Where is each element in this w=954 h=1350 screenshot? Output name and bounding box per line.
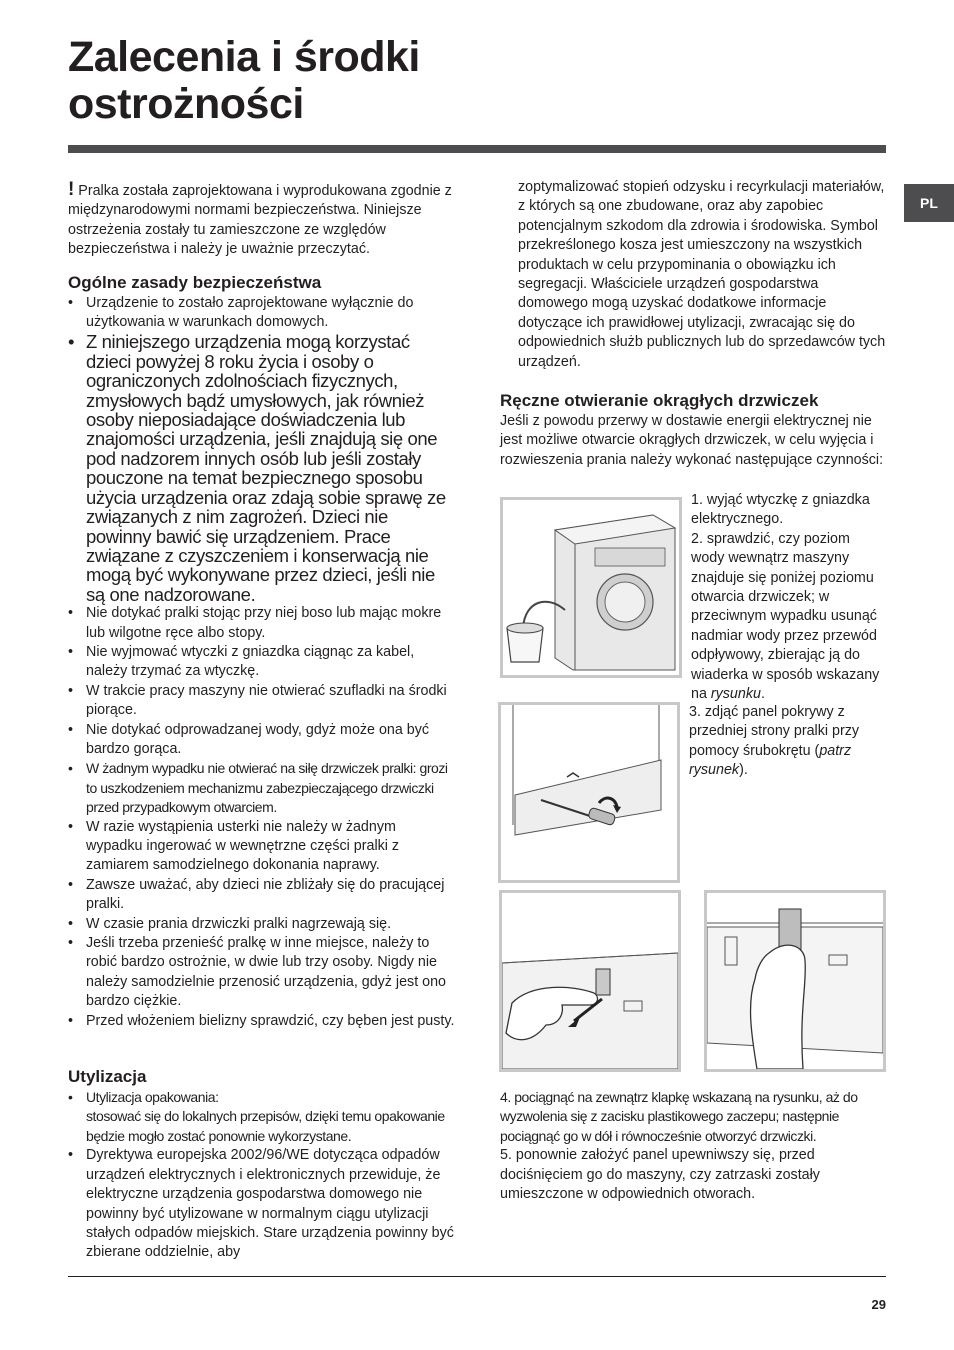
list-item: • Dyrektywa europejska 2002/96/WE dotycząca odpadów urządzeń elektrycznych i elektronicznych przewiduje, że elektryczne urządzenia gospodarstwa domowego nie powinny być utylizowane w normalnym ciągu utylizacji stałych odpadów miejskich. Stare urządzenia powinny być zbierane oddzielnie, aby: [68, 1146, 456, 1262]
list-item: • Z niniejszego urządzenia mogą korzystać dzieci powyżej 8 roku życia i osoby o ograniczonych zdolnościach fizycznych, zmysłowych bądź umysłowych, jak również osoby nieposiadające doświadczenia lub znajomości urządzenia, jeśli znajdują się one pod nadzorem innych osób lub jeśli zostały pouczone na temat bezpiecznego sposobu użycia urządzenia oraz zdają sobie sprawę ze związanych z nim zagrożeń. Dzieci nie powinny bawić się urządzeniem. Prace związane z czyszczeniem i konserwacją nie mogą być wykonywane przez dzieci, jeśli nie są one nadzorowane.: [68, 332, 456, 604]
title-divider: [68, 145, 886, 153]
list-item: • Nie dotykać odprowadzanej wody, gdyż może ona być bardzo gorąca.: [68, 721, 456, 760]
page-title-line-2: ostrożności: [68, 80, 304, 128]
intro-paragraph: [68, 180, 456, 260]
steps-1-2: [691, 491, 887, 704]
intro-text: Pralka została zaprojektowana i wyprodukowana zgodnie z międzynarodowymi normami bezpieczeństwa. Niniejsze ostrzeżenia zostały tu zamieszczone ze względów bezpieczeństwa i należy je uważnie przeczytać.: [68, 183, 452, 258]
language-tab: PL: [904, 184, 954, 222]
right-column: [500, 178, 886, 470]
step-3: 3. zdjąć panel pokrywy z przedniej strony pralki przy pomocy śrubokrętu (patrz rysunek).: [689, 704, 860, 779]
manual-door-heading: Ręczne otwieranie okrągłych drzwiczek: [500, 391, 819, 411]
list-item: • Nie wyjmować wtyczki z gniazdka ciągnąc za kabel, należy trzymać za wtyczkę.: [68, 643, 456, 682]
steps-4-5: [500, 1088, 886, 1204]
disposal-continued: zoptymalizować stopień odzysku i recyrkulacji materiałów, z których są one zbudowane, oraz aby zapobiec potencjalnym szkodom dla zdrowia i środowiska. Symbol przekreślonego kosza jest umieszczony na wszystkich produktach w celu przypominania o obowiązku ich segregacji. Właściciele urządzeń gospodarstwa domowego mogą uzyskać dodatkowe informacje dotyczące ich prawidłowej utylizacji, zwracając się do odpowiednich służb publicznych lub do sprzedawców tych urządzeń.: [518, 179, 886, 370]
manual-door-intro: Jeśli z powodu przerwy w dostawie energii elektrycznej nie jest możliwe otwarcie okrągłych drzwiczek, w celu wyjęcia i rozwieszenia prania należy wykonać następujące czynności:: [500, 413, 884, 468]
list-item: • Urządzenie to zostało zaprojektowane wyłącznie do użytkowania w warunkach domowych.: [68, 294, 456, 333]
step-1: 1. wyjąć wtyczkę z gniazdka elektrycznego.: [691, 492, 870, 528]
figure-pull-tab: [499, 890, 681, 1072]
packaging-title: Utylizacja opakowania:: [86, 1089, 219, 1106]
figure-remove-panel: [498, 702, 680, 883]
list-item: • W czasie prania drzwiczki pralki nagrzewają się.: [68, 915, 456, 934]
page-number: 29: [871, 1297, 886, 1312]
list-item: • W żadnym wypadku nie otwierać na siłę drzwiczek pralki: grozi to uszkodzeniem mechanizmu zabezpieczającego drzwiczki przed przypadkowym otwarciem.: [68, 759, 456, 817]
left-column: [68, 180, 456, 1263]
list-item: [68, 1088, 456, 1146]
disposal-heading: Utylizacja: [68, 1067, 147, 1087]
packaging-text: stosować się do lokalnych przepisów, dzięki temu opakowanie będzie mogło zostać ponownie wykorzystane.: [86, 1108, 445, 1144]
step-3-block: [689, 703, 885, 781]
figure-open-door: [704, 890, 886, 1072]
open-door-illustration: [707, 893, 883, 1069]
disposal-list: [68, 1088, 456, 1263]
general-rules-list: [68, 294, 456, 1031]
pull-tab-illustration: [502, 893, 678, 1069]
washing-machine-drain-illustration: [503, 500, 679, 675]
list-item: • W trakcie pracy maszyny nie otwierać szufladki na środki piorące.: [68, 682, 456, 721]
page-title: [68, 34, 668, 128]
general-rules-heading: Ogólne zasady bezpieczeństwa: [68, 272, 322, 292]
step-5: 5. ponownie założyć panel upewniwszy się, przed dociśnięciem go do maszyny, czy zatrzaski zostały umieszczone w odpowiednich otworach.: [500, 1147, 820, 1203]
figure-drain-water: [500, 497, 682, 678]
list-item: • Zawsze uważać, aby dzieci nie zbliżały się do pracującej pralki.: [68, 876, 456, 915]
warning-mark: !: [68, 179, 75, 200]
list-item: • Przed włożeniem bielizny sprawdzić, czy bęben jest pusty.: [68, 1012, 456, 1031]
footer-divider: [68, 1276, 886, 1277]
step-4: 4. pociągnąć na zewnątrz klapkę wskazaną na rysunku, aż do wyzwolenia się z zacisku plastikowego zaczepu; następnie pociągnąć go w dół i równocześnie otworzyć drzwiczki.: [500, 1089, 858, 1144]
list-item: • W razie wystąpienia usterki nie należy w żadnym wypadku ingerować w wewnętrzne części pralki z zamiarem samodzielnego dokonania naprawy.: [68, 818, 456, 876]
list-item: • Jeśli trzeba przenieść pralkę w inne miejsce, należy to robić bardzo ostrożnie, w dwie lub trzy osoby. Nigdy nie należy samodzielnie przenosić urządzenia, gdyż jest ono bardzo ciężkie.: [68, 934, 456, 1012]
list-item: • Nie dotykać pralki stojąc przy niej boso lub mając mokre lub wilgotne ręce albo stopy.: [68, 604, 456, 643]
screwdriver-panel-illustration: [501, 705, 677, 880]
page-title-line-1: Zalecenia i środki: [68, 33, 420, 81]
step-2: 2. sprawdzić, czy poziom wody wewnątrz maszyny znajduje się poniżej poziomu otwarcia drzwiczek; w przeciwnym wypadku usunąć nadmiar wody przez przewód odpływowy, zbierając ją do wiaderka w sposób wskazany na rysunku.: [691, 530, 880, 703]
